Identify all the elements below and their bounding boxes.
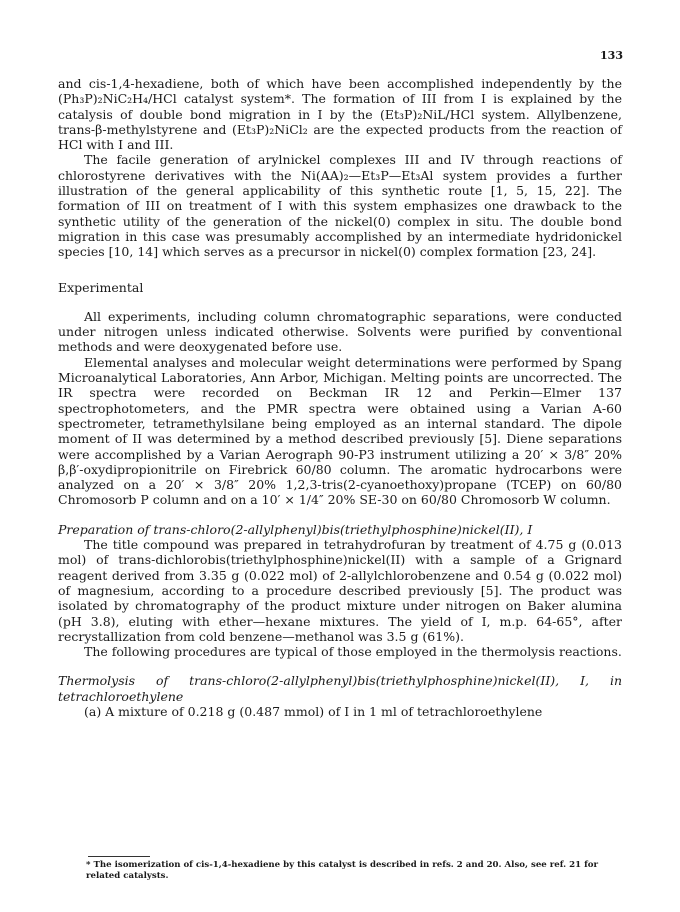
- paragraph-instrumentation: Elemental analyses and molecular weight determinations were performed by Spang Microanalytical Laboratories, Ann Arbor, Michigan. Melting points are uncorrected. The IR spectra were recorded on Beckman IR 12 and Perkin—Elmer 137 spectrophotometers, and the PMR spectra were obtained using a Varian A-60 spectrometer, tetramethylsilane being employed as an internal standard. The dipole moment of II was determined by a method described previously [5]. Diene separations were accomplished by a Varian Aerograph 90-P3 instrument utilizing a 20′ × 3/8″ 20% β,β′-oxydipropionitrile on Firebrick 60/80 column. The aromatic hydrocarbons were analyzed on a 20′ × 3/8″ 20% 1,2,3-tris(2-cyanoethoxy)propane (TCEP) on 60/80 Chromosorb P column and on a 10′ × 1/4″ 20% SE-30 on 60/80 Chromosorb W column.: [58, 354, 622, 508]
- footnote-divider: [88, 856, 150, 857]
- paragraph-thermolysis-a: (a) A mixture of 0.218 g (0.487 mmol) of I in 1 ml of tetrachloroethylene: [84, 703, 543, 719]
- section-heading-experimental: Experimental: [58, 279, 144, 295]
- subheading-preparation: Preparation of trans-chloro(2-allylphenyl)bis(triethylphosphine)nickel(II), I: [58, 521, 533, 537]
- page-number: 133: [600, 49, 623, 62]
- paragraph-preparation: The title compound was prepared in tetrahydrofuran by treatment of 4.75 g (0.013 mol) of trans-dichlorobis(triethylphosphine)nickel(II) with a sample of a Grignard reagent derived from 3.35 g (0.022 mol) of 2-allylchlorobenzene and 0.54 g (0.022 mol) of magnesium, according to a procedure described previously [5]. The product was isolated by chromatography of the product mixture under nitrogen on Baker alumina (pH 3.8), eluting with ether—hexane mixtures. The yield of I, m.p. 64-65°, after recrystallization from cold benzene—methanol was 3.5 g (61%).: [58, 537, 622, 644]
- paragraph-arylnickel: The facile generation of arylnickel complexes III and IV through reactions of chlorostyrene derivatives with the Ni(AA)₂—Et₃P—Et₃Al system provides a further illustration of the general applicability of this synthetic route [1, 5, 15, 22]. The formation of III on treatment of I with this system emphasizes one drawback to the synthetic utility of the generation of the nickel(0) complex in situ. The double bond migration in this case was presumably accomplished by an intermediate hydridonickel species [10, 14] which serves as a precursor in nickel(0) complex formation [23, 24].: [58, 152, 622, 260]
- paragraph-general-conditions: All experiments, including column chromatographic separations, were conducted under nitrogen unless indicated otherwise. Solvents were purified by conventional methods and were deoxygenated before use.: [58, 308, 622, 355]
- footnote-text: The isomerization of cis-1,4-hexadiene by this catalyst is described in refs. 2 and 20. Also, see ref. 21 for related catalysts.: [86, 860, 599, 881]
- paragraph-continuation: and cis-1,4-hexadiene, both of which have been accomplished independently by the (Ph₃P)₂NiC₂H₄/HCl catalyst system*. The formation of III from I is explained by the catalysis of double bond migration in I by the (Et₃P)₂NiL/HCl system. Allylbenzene, trans-β-methylstyrene and (Et₃P)₂NiCl₂ are the expected products from the reaction of HCl with I and III.: [58, 76, 622, 153]
- subheading-thermolysis: Thermolysis of trans-chloro(2-allylphenyl)bis(triethylphosphine)nickel(II), I, in tetrachloroethylene: [58, 673, 622, 704]
- footnote: [86, 860, 616, 882]
- paragraph-typical-procedures: The following procedures are typical of those employed in the thermolysis reactions.: [84, 644, 622, 660]
- article-body: [58, 76, 622, 719]
- footnote-marker: *: [86, 860, 91, 870]
